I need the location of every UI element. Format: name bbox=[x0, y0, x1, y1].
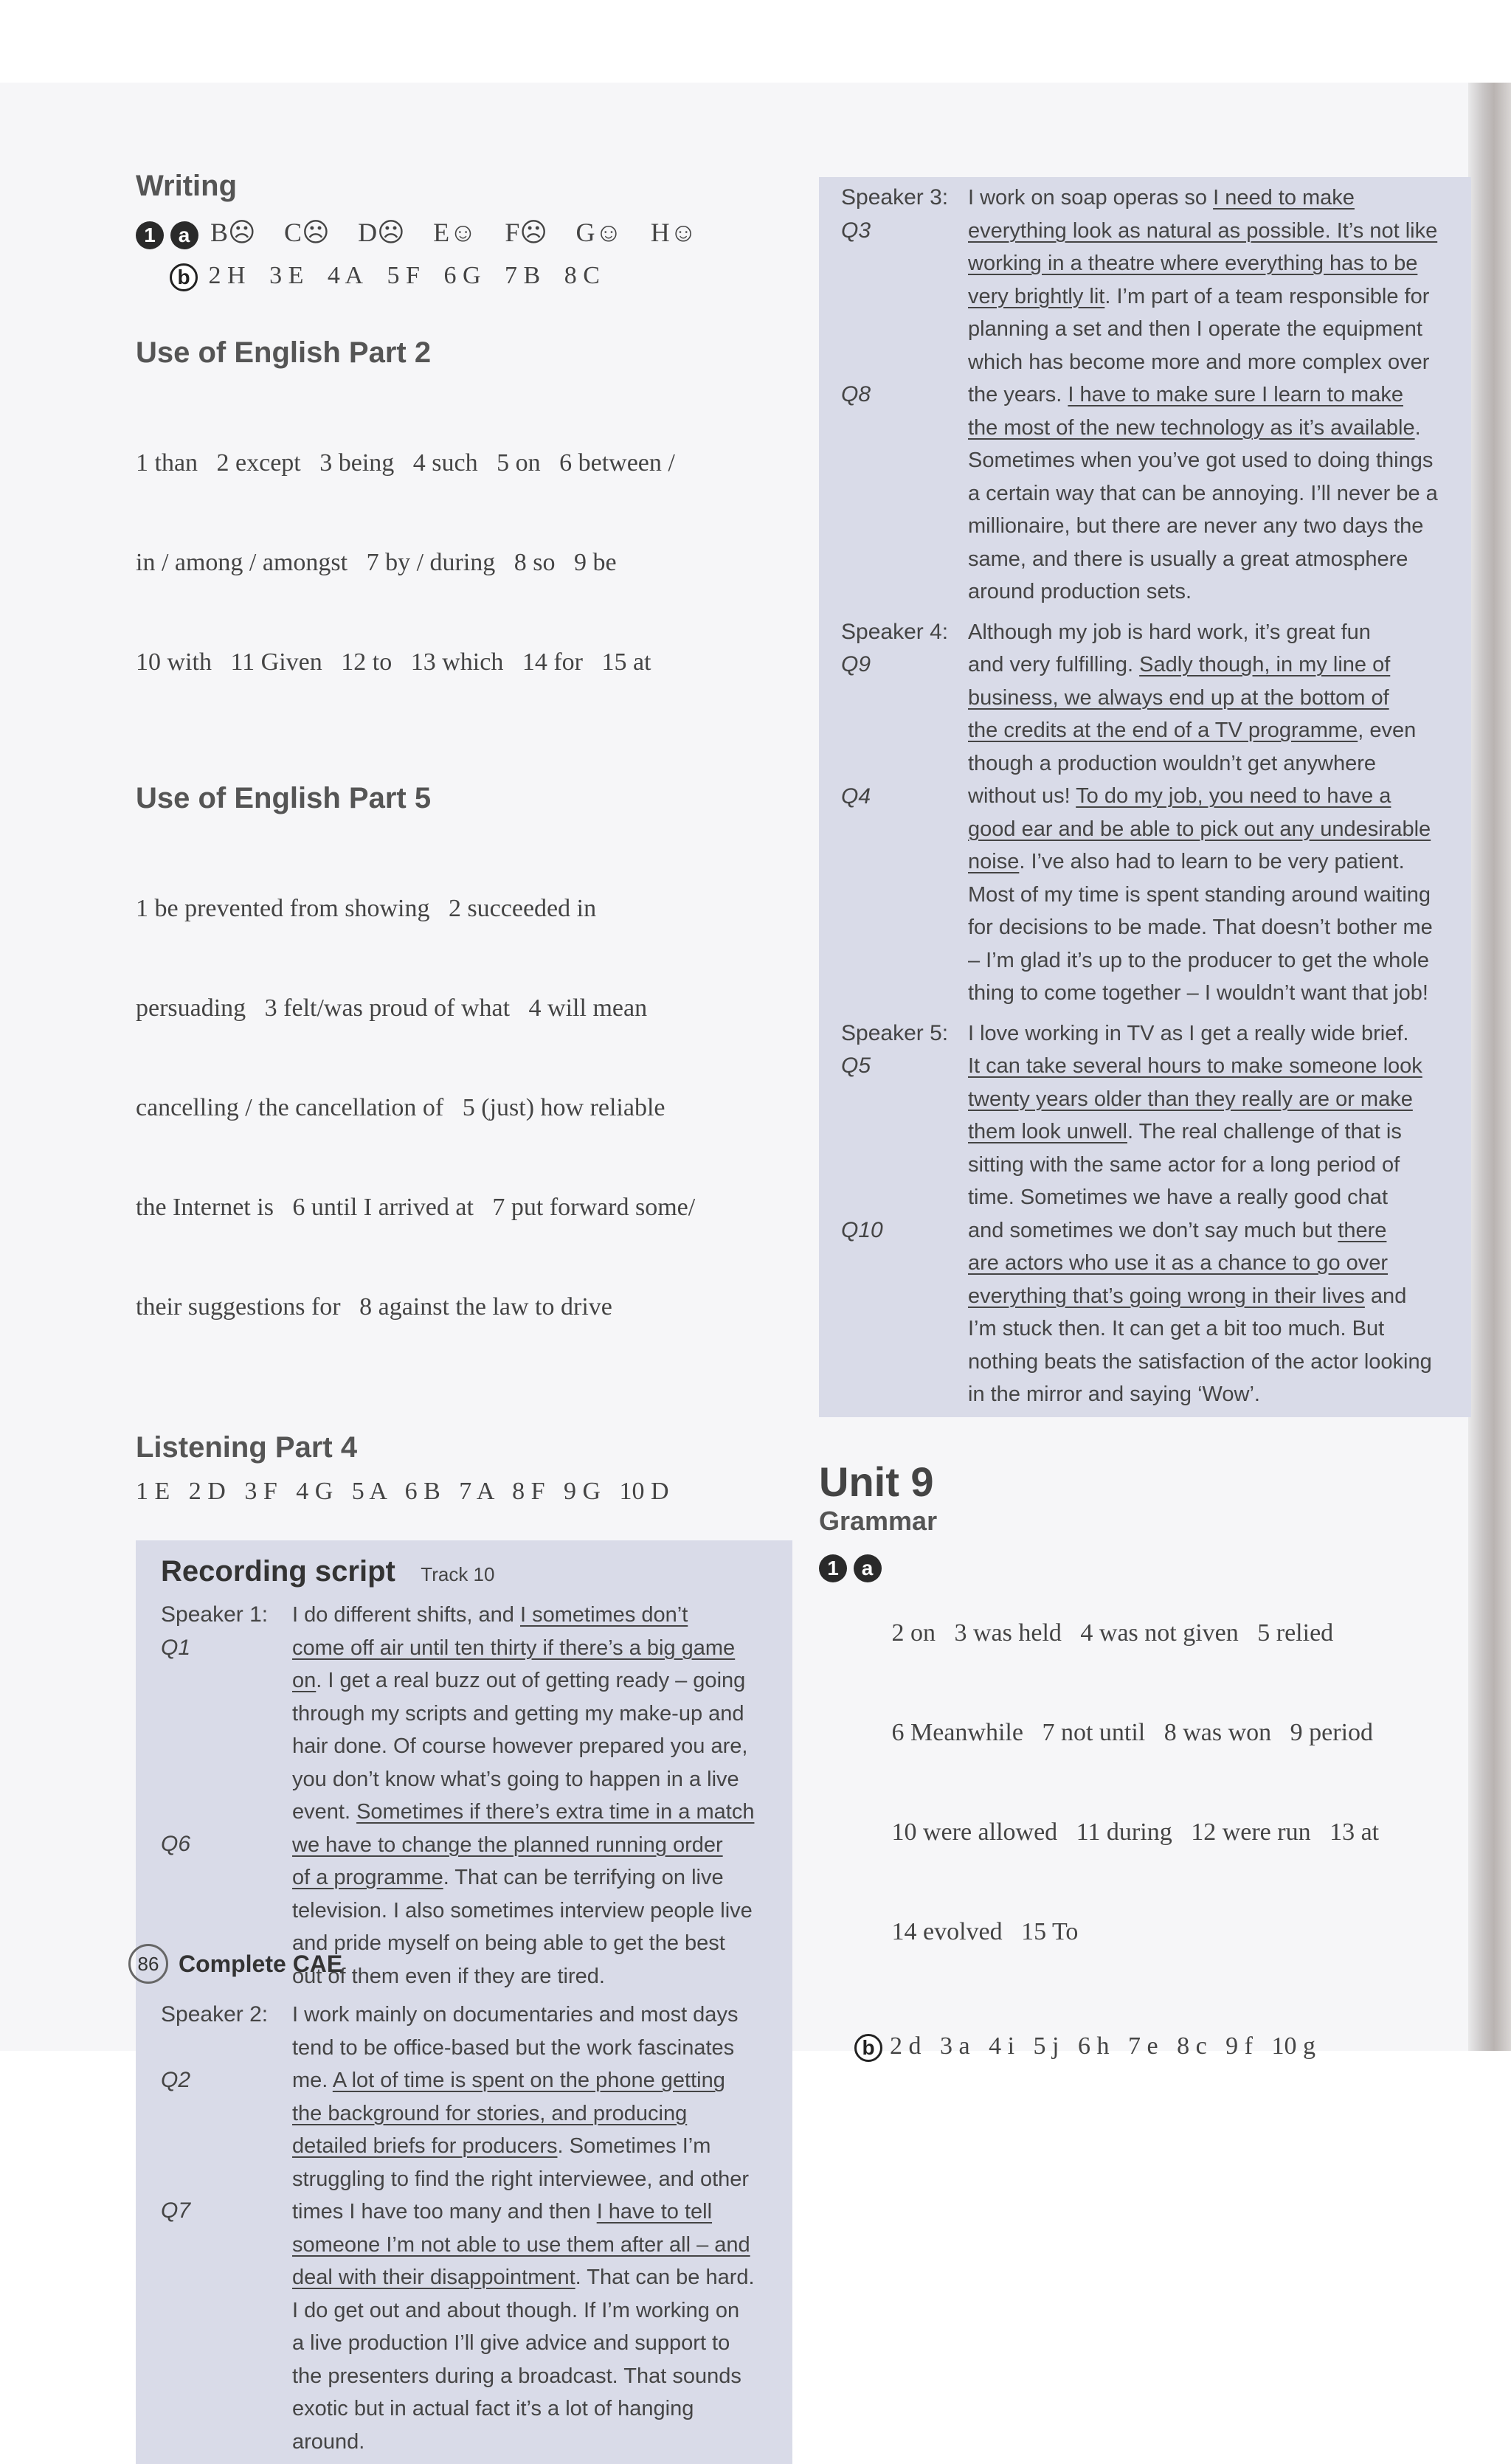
script-line: sitting with the same actor for a long period of bbox=[968, 1152, 1400, 1177]
script-line: through my scripts and getting my make-up and bbox=[292, 1701, 744, 1726]
question-label: Q6 bbox=[161, 1832, 191, 1856]
script-line: the background for stories, and producing bbox=[292, 2101, 688, 2125]
answer-letter: C bbox=[284, 218, 302, 247]
script-line: and very fulfilling. Sadly though, in my line of bbox=[968, 653, 1391, 676]
unit9-section bbox=[819, 1458, 1468, 2063]
script-line: I do different shifts, and I sometimes don’t bbox=[292, 1603, 688, 1627]
script-line: I work mainly on documentaries and most days bbox=[292, 2003, 739, 2027]
answer-line: 10 with 11 Given 12 to 13 which 14 for 15 at bbox=[136, 648, 651, 676]
script-line: times I have too many and then I have to tell bbox=[292, 2200, 713, 2224]
speaker-4-block bbox=[841, 616, 1471, 1010]
script-line: which has become more and more complex over bbox=[968, 350, 1430, 374]
answer-line: 2 d 3 a 4 i 5 j 6 h 7 e 8 c 9 f 10 g bbox=[890, 2032, 1315, 2060]
speaker-5-block bbox=[841, 1017, 1471, 1411]
left-column bbox=[136, 170, 792, 2464]
writing-heading: Writing bbox=[136, 170, 238, 202]
script-line: noise. I’ve also had to learn to be very patient. bbox=[968, 850, 1405, 873]
script-line: without us! To do my job, you need to have a bbox=[968, 784, 1391, 808]
script-line: we have to change the planned running order bbox=[292, 1833, 723, 1857]
script-line: though a production wouldn’t get anywhere bbox=[968, 751, 1376, 775]
happy-face-icon: ☺ bbox=[449, 218, 477, 247]
writing-answers-b bbox=[136, 259, 792, 292]
script-line: same, and there is usually a great atmosphere bbox=[968, 547, 1408, 571]
question-label: Q4 bbox=[841, 783, 871, 809]
answer-letter: H bbox=[650, 218, 670, 247]
script-line: Sometimes when you’ve got used to doing things bbox=[968, 449, 1434, 472]
sad-face-icon: ☹ bbox=[377, 218, 405, 247]
answer-line: 14 evolved 15 To bbox=[891, 1917, 1079, 1945]
recording-script-box bbox=[136, 1540, 792, 2464]
sad-face-icon: ☹ bbox=[228, 218, 256, 247]
script-line: the years. I have to make sure I learn to make bbox=[968, 383, 1403, 406]
answer-line: 10 were allowed 11 during 12 were run 13 at bbox=[891, 1818, 1380, 1846]
script-line: and pride myself on being able to get the best bbox=[292, 1931, 725, 1955]
unit9-answers-a bbox=[819, 1550, 1468, 2015]
part-b-badge: b bbox=[854, 2034, 882, 2062]
script-line: working in a theatre where everything has to be bbox=[968, 252, 1418, 275]
script-line: around production sets. bbox=[968, 580, 1192, 603]
answer-item: 4 A bbox=[327, 262, 364, 289]
script-line: event. Sometimes if there’s extra time in a match bbox=[292, 1800, 755, 1824]
question-label: Q10 bbox=[841, 1217, 883, 1242]
track-label: Track 10 bbox=[421, 1563, 495, 1585]
book-title: Complete CAE bbox=[179, 1950, 343, 1977]
writing-answers-a bbox=[136, 216, 792, 250]
script-line: the most of the new technology as it’s available. bbox=[968, 415, 1421, 440]
script-line: very brightly lit. I’m part of a team responsible for bbox=[968, 284, 1430, 308]
script-line: nothing beats the satisfaction of the actor looking bbox=[968, 1349, 1432, 1374]
script-line: a certain way that can be annoying. I’ll never be a bbox=[968, 481, 1438, 505]
page-footer bbox=[128, 1944, 342, 1984]
answer-item: 7 B bbox=[505, 262, 541, 289]
recording-script-continued-box bbox=[819, 177, 1471, 1417]
script-line: of a programme. That can be terrifying on live bbox=[292, 1866, 724, 1889]
answer-item: 5 F bbox=[387, 262, 420, 289]
part-a-badge: a bbox=[170, 221, 198, 249]
script-line: for decisions to be made. That doesn’t bother me bbox=[968, 916, 1433, 939]
part-a-badge: a bbox=[854, 1554, 882, 1582]
script-line: around. bbox=[292, 2429, 365, 2454]
answer-line: 2 on 3 was held 4 was not given 5 relied bbox=[891, 1619, 1334, 1647]
question-label: Q7 bbox=[161, 2198, 191, 2223]
script-line: I do get out and about though. If I’m working on bbox=[292, 2298, 740, 2322]
script-line: It can take several hours to make someone look bbox=[968, 1054, 1422, 1078]
answer-item: 2 H bbox=[208, 262, 246, 289]
script-line: them look unwell. The real challenge of that is bbox=[968, 1120, 1402, 1143]
answer-letter: B bbox=[210, 218, 229, 247]
part-b-badge: b bbox=[170, 263, 198, 291]
script-line: on. I get a real buzz out of getting ready – going bbox=[292, 1669, 746, 1692]
script-line: twenty years older than they really are or make bbox=[968, 1087, 1413, 1111]
unit-title: Unit 9 bbox=[819, 1458, 934, 1505]
answer-line: cancelling / the cancellation of 5 (just) how reliable bbox=[136, 1094, 665, 1121]
sad-face-icon: ☹ bbox=[302, 218, 330, 247]
answer-line: their suggestions for 8 against the law to drive bbox=[136, 1293, 612, 1321]
script-line: a live production I’ll give advice and support to bbox=[292, 2331, 730, 2355]
page-number: 86 bbox=[128, 1944, 168, 1984]
script-line: planning a set and then I operate the equipment bbox=[968, 317, 1422, 341]
script-line: good ear and be able to pick out any undesirable bbox=[968, 817, 1431, 841]
script-line: hair done. Of course however prepared you are, bbox=[292, 1734, 748, 1758]
script-line: are actors who use it as a chance to go over bbox=[968, 1251, 1389, 1275]
question-label: Q8 bbox=[841, 382, 871, 406]
script-line: – I’m glad it’s up to the producer to get the whole bbox=[968, 948, 1429, 972]
script-line: thing to come together – I wouldn’t want that job! bbox=[968, 981, 1428, 1005]
speaker-label: Speaker 2: bbox=[161, 2002, 269, 2027]
script-line: I’m stuck then. It can get a bit too much. But bbox=[968, 1317, 1385, 1340]
happy-face-icon: ☺ bbox=[669, 218, 697, 247]
script-line: millionaire, but there are never any two days the bbox=[968, 514, 1424, 538]
unit9-answers-b bbox=[819, 2029, 1468, 2063]
answer-letter: D bbox=[358, 218, 378, 247]
answer-line: persuading 3 felt/was proud of what 4 will mean bbox=[136, 994, 648, 1022]
sad-face-icon: ☹ bbox=[519, 218, 547, 247]
listening-heading: Listening Part 4 bbox=[136, 1431, 358, 1464]
exercise-number-badge: 1 bbox=[136, 221, 164, 249]
script-line: detailed briefs for producers. Sometimes I’m bbox=[292, 2134, 711, 2158]
answer-line: 1 than 2 except 3 being 4 such 5 on 6 between / bbox=[136, 449, 675, 477]
script-line: come off air until ten thirty if there’s a big game bbox=[292, 1636, 736, 1660]
script-line: you don’t know what’s going to happen in a live bbox=[292, 1767, 739, 1791]
answer-line: in / among / amongst 7 by / during 8 so 9 be bbox=[136, 549, 617, 576]
question-label: Q1 bbox=[161, 1635, 191, 1660]
answer-item: 3 E bbox=[269, 262, 304, 289]
script-line: television. I also sometimes interview people live bbox=[292, 1898, 753, 1923]
script-line: tend to be office-based but the work fascinates bbox=[292, 2035, 735, 2060]
part2-answers bbox=[136, 380, 792, 745]
script-line: the presenters during a broadcast. That sounds bbox=[292, 2364, 741, 2388]
script-line: exotic but in actual fact it’s a lot of hanging bbox=[292, 2397, 694, 2420]
answer-line: the Internet is 6 until I arrived at 7 put forward some/ bbox=[136, 1194, 696, 1221]
answer-line: 6 Meanwhile 7 not until 8 was won 9 period bbox=[891, 1718, 1374, 1746]
script-line: time. Sometimes we have a really good chat bbox=[968, 1186, 1388, 1209]
question-label: Q2 bbox=[161, 2067, 191, 2092]
script-line: I work on soap operas so I need to make bbox=[968, 186, 1355, 210]
answer-letter: G bbox=[575, 218, 595, 247]
speaker-label: Speaker 5: bbox=[841, 1020, 949, 1045]
script-header bbox=[161, 1555, 792, 1588]
speaker-3-block bbox=[841, 181, 1471, 609]
script-line: struggling to find the right interviewee, and other bbox=[292, 2167, 750, 2191]
script-line: the credits at the end of a TV programme, even bbox=[968, 719, 1417, 742]
script-line: deal with their disappointment. That can be hard. bbox=[292, 2266, 755, 2289]
question-label: Q3 bbox=[841, 218, 871, 243]
script-line: someone I’m not able to use them after all – and bbox=[292, 2232, 750, 2257]
grammar-heading: Grammar bbox=[819, 1505, 938, 1536]
part5-heading: Use of English Part 5 bbox=[136, 782, 432, 814]
speaker-label: Speaker 4: bbox=[841, 619, 949, 644]
speaker-label: Speaker 3: bbox=[841, 185, 949, 210]
script-title: Recording script bbox=[161, 1555, 395, 1588]
script-line: I love working in TV as I get a really wide brief. bbox=[968, 1021, 1409, 1045]
script-line: and sometimes we don’t say much but there bbox=[968, 1218, 1387, 1242]
speaker-1-block bbox=[161, 1599, 792, 1993]
answer-letter: E bbox=[433, 218, 450, 247]
script-line: me. A lot of time is spent on the phone getting bbox=[292, 2069, 725, 2092]
speaker-label: Speaker 1: bbox=[161, 1602, 269, 1627]
answer-line: 1 be prevented from showing 2 succeeded in bbox=[136, 895, 597, 922]
exercise-number-badge: 1 bbox=[819, 1554, 847, 1582]
right-column bbox=[819, 177, 1468, 2063]
question-label: Q5 bbox=[841, 1053, 871, 1078]
script-line: business, we always end up at the bottom of bbox=[968, 685, 1389, 710]
part2-heading: Use of English Part 2 bbox=[136, 336, 432, 369]
script-line: everything that’s going wrong in their lives and bbox=[968, 1284, 1407, 1308]
answer-item: 8 C bbox=[564, 262, 600, 289]
answer-item: 6 G bbox=[443, 262, 481, 289]
script-line: in the mirror and saying ‘Wow’. bbox=[968, 1382, 1260, 1406]
script-line: everything look as natural as possible. It’s not like bbox=[968, 218, 1438, 243]
page-gutter-shadow bbox=[1468, 83, 1511, 2051]
script-line: out of them even if they are tired. bbox=[292, 1964, 605, 1988]
speaker-2-block bbox=[161, 1998, 792, 2458]
happy-face-icon: ☺ bbox=[595, 218, 623, 247]
question-label: Q9 bbox=[841, 652, 871, 676]
answer-letter: F bbox=[505, 218, 520, 247]
script-line: Although my job is hard work, it’s great fun bbox=[968, 620, 1371, 644]
listening-answers: 1 E 2 D 3 F 4 G 5 A 6 B 7 A 8 F 9 G 10 D bbox=[136, 1478, 669, 1505]
script-line: Most of my time is spent standing around waiting bbox=[968, 882, 1431, 907]
part5-answers bbox=[136, 826, 792, 1390]
